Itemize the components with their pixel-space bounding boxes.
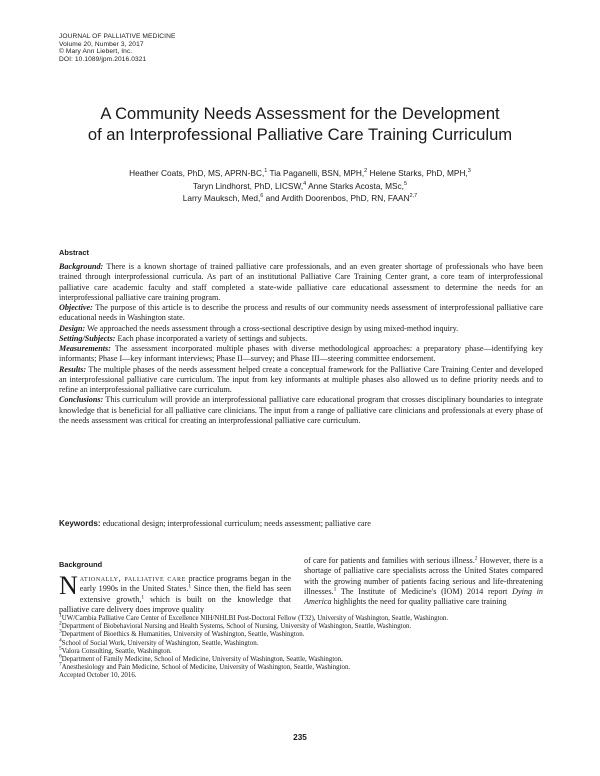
footnote [59, 653, 543, 664]
author-name: and Ardith Doorenbos, PhD, RN, FAAN [263, 193, 410, 204]
abstract-background [59, 262, 543, 303]
citation: 1 [333, 586, 337, 593]
abstract-body [59, 262, 543, 426]
author-name: Helene Starks, PhD, MPH, [367, 168, 468, 178]
author-list [70, 167, 530, 205]
footnote [59, 631, 543, 639]
background-heading: Background [59, 560, 103, 569]
page-number: 235 [293, 733, 307, 742]
body-text: highlights the need for quality palliative care training [331, 597, 507, 606]
section-label: Setting/Subjects: [59, 333, 116, 343]
keywords [59, 519, 543, 529]
footnote-number: 1 [59, 612, 62, 619]
author-affiliation: 5 [403, 180, 408, 187]
author-name: Tia Paganelli, BSN, MPH, [267, 168, 365, 178]
abstract-setting [59, 334, 543, 344]
section-text: The purpose of this article is to describe the process and results of our community needs assessment of interprofessional palliative care educational needs in Washington state. [59, 303, 543, 323]
author-affiliation: 2 [364, 168, 368, 175]
section-label: Results: [59, 364, 87, 374]
section-label: Measurements: [59, 344, 111, 353]
footnote-number: 5 [59, 645, 62, 652]
article-title [40, 103, 560, 145]
author-line-2 [70, 180, 530, 193]
footnote [59, 637, 543, 648]
body-text: However, there is a shortage of palliative care specialists across the United States compared with the growing number of patients facing serious and life-threatening illnesses. [304, 556, 543, 596]
body-text: Since then, the field has seen extensive growth, [79, 584, 292, 604]
author-name: Larry Mauksch, Med, [182, 193, 261, 204]
section-label: Design: [59, 323, 86, 333]
footnote-text: Anesthesiology and Pain Medicine, School of Medicine, University of Washington, Seattle, Washington. [61, 664, 351, 672]
abstract-conclusions [59, 395, 543, 426]
keywords-text: educational design; interprofessional curriculum; needs assessment; palliative care [100, 519, 371, 528]
author-affiliation: 6 [260, 193, 264, 200]
body-text: which is built on the knowledge that palliative care delivery does improve quality [59, 594, 292, 614]
footnote-text: Valora Consulting, Seattle, Washington. [61, 647, 172, 655]
citation: 1 [141, 593, 145, 600]
title-line-2: of an Interprofessional Palliative Care Training Curriculum [87, 125, 513, 144]
section-text: This curriculum will provide an interprofessional palliative care educational program that crosses disciplinary boundaries to integrate knowledge that is beneficial for all palliative care clinicians. The input from a range of palliative care clinicians and professionals at every phase of the needs assessment was critical for creating an interprofessional palliative care curriculum. [59, 395, 543, 425]
abstract-results [59, 365, 543, 396]
author-line-3 [70, 192, 530, 205]
keywords-label: Keywords: [59, 519, 101, 528]
author-affiliation: 2,7 [409, 193, 418, 200]
section-label: Objective: [59, 303, 93, 312]
background-left-column [59, 571, 292, 615]
smallcaps-lead: ationally, palliative care [79, 574, 186, 583]
journal-copyright: © Mary Ann Liebert, Inc. [59, 48, 133, 56]
journal-header [59, 33, 175, 63]
author-affiliation: 1 [264, 168, 268, 175]
footnote-text: Department of Biobehavioral Nursing and Health Systems, School of Nursing, University of Washington, Seattle, Washington. [61, 623, 412, 631]
body-text: The Institute of Medicine's (IOM) 2014 report [336, 586, 513, 596]
report-title: Dying in America [304, 586, 543, 606]
author-affiliation: 4 [303, 180, 307, 187]
section-label: Conclusions: [59, 395, 104, 405]
footnote [59, 645, 543, 656]
abstract-design [59, 324, 543, 334]
body-text: of care for patients and families with serious illness. [304, 556, 475, 565]
journal-volume: Volume 20, Number 3, 2017 [59, 40, 144, 48]
footnote-text: Department of Bioethics & Humanities, University of Washington, Seattle, Washington. [61, 631, 305, 639]
abstract-heading: Abstract [59, 248, 89, 257]
footnote-text: School of Social Work, University of Washington, Seattle, Washington. [61, 639, 259, 647]
abstract-objective [59, 303, 543, 324]
background-right-column [304, 556, 543, 607]
footnote-number: 6 [59, 653, 62, 660]
abstract-measurements [59, 344, 543, 365]
section-text: The multiple phases of the needs assessment helped create a conceptual framework for the Palliative Care Training Center and developed an interprofessional palliative care curriculum. The input from key informants at multiple phases also allowed us to define priority needs and to refine an interprofessional palliative care curriculum. [59, 364, 543, 394]
author-name: Heather Coats, PhD, MS, APRN-BC, [129, 168, 265, 178]
author-name: Anne Starks Acosta, MSc, [306, 180, 404, 191]
citation: 2 [474, 555, 478, 562]
affiliation-footnotes [59, 612, 543, 681]
footnote-number: 7 [59, 661, 62, 668]
author-line-1 [70, 167, 530, 180]
footnote-number: 4 [59, 637, 62, 644]
journal-name: JOURNAL OF PALLIATIVE MEDICINE [59, 33, 176, 40]
author-affiliation: 3 [467, 168, 471, 175]
body-text: practice programs began in the early 1990s in the United States. [79, 574, 291, 594]
accepted-date: Accepted October 10, 2016. [59, 672, 137, 680]
citation: 1 [188, 583, 192, 590]
title-line-1: A Community Needs Assessment for the Development [100, 104, 500, 123]
author-name: Taryn Lindhorst, PhD, LICSW, [192, 180, 304, 191]
section-text: There is a known shortage of trained palliative care professionals, and an even greater shortage of professionals who have been trained through interprofessional curricula. As part of an institutional Palliative Care Training Center grant, a core team of interprofessional palliative care academic faculty and staff completed a state-wide palliative care educational assessment to determine the needs for an interprofessional palliative care training program. [59, 262, 543, 302]
footnote-number: 3 [59, 629, 62, 636]
footnote-text: Department of Family Medicine, School of Medicine, University of Washington, Seattle, Washington. [61, 656, 343, 664]
section-text: Each phase incorporated a variety of settings and subjects. [115, 333, 308, 343]
footnote-number: 2 [59, 620, 62, 627]
drop-cap: N [59, 571, 78, 600]
footnote-text: UW/Cambia Palliative Care Center of Excellence NIH/NHLBI Post-Doctoral Fellow (T32), University of Washington, Seattle, Washington. [61, 615, 449, 622]
footnote [59, 661, 543, 672]
journal-doi: DOI: 10.1089/jpm.2016.0321 [59, 55, 147, 63]
section-label: Background: [59, 262, 104, 271]
footnote [59, 612, 543, 623]
section-text: The assessment incorporated multiple phases with diverse methodological approaches: a preparatory phase—identifying key informants; Phase I—key informant interviews; Phase II—survey; and Phase III—steering committee endorsement. [59, 344, 543, 364]
section-text: We approached the needs assessment through a cross-sectional descriptive design by using mixed-method inquiry. [85, 323, 459, 333]
